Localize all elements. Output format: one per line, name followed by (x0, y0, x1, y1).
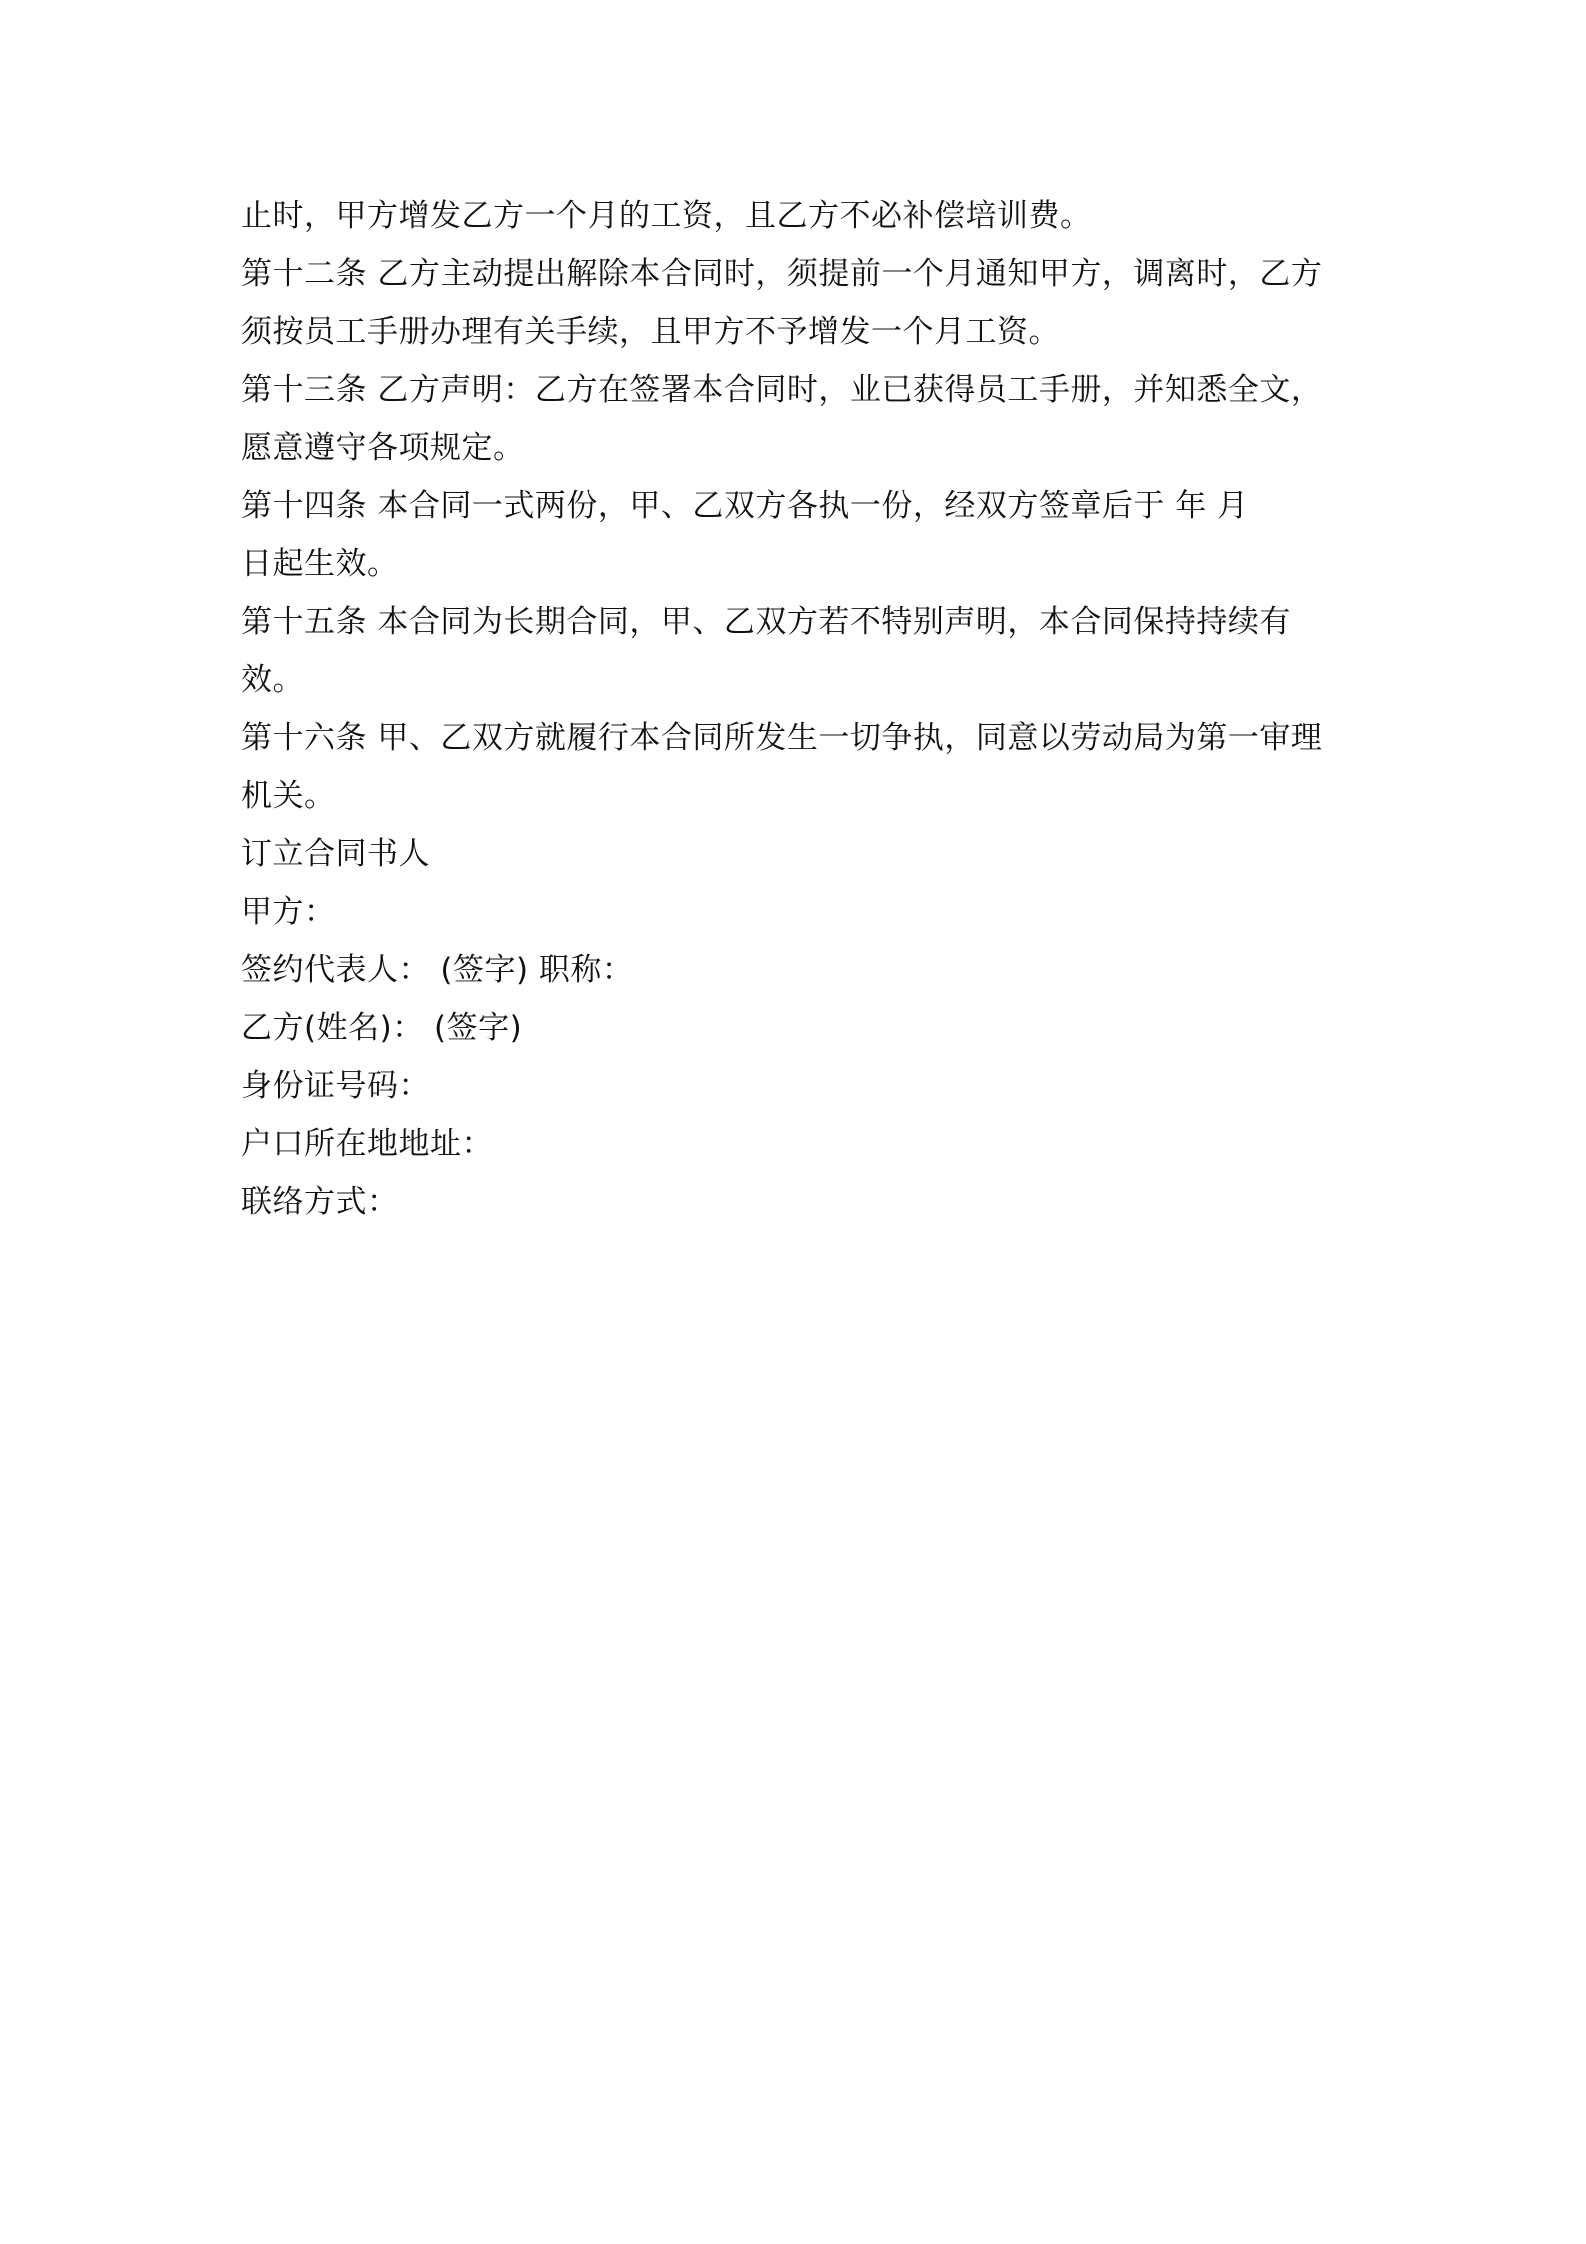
text-line: 止时，甲方增发乙方一个月的工资，且乙方不必补偿培训费。 (241, 198, 1092, 234)
clause-16-line-2: 机关。 (241, 778, 336, 814)
clause-14-line-2: 日起生效。 (241, 546, 399, 582)
clause-16-line-1: 第十六条 甲、乙双方就履行本合同所发生一切争执，同意以劳动局为第一审理 (241, 720, 1323, 756)
household-address-field: 户口所在地地址： (241, 1126, 493, 1162)
signatories-heading: 订立合同书人 (241, 836, 430, 872)
clause-13-line-1: 第十三条 乙方声明：乙方在签署本合同时，业已获得员工手册，并知悉全文， (241, 372, 1323, 408)
party-a-field: 甲方： (241, 894, 336, 930)
party-b-field: 乙方(姓名)： (签字) (241, 1010, 523, 1046)
document-body (241, 187, 1361, 1231)
clause-15-line-2: 效。 (241, 662, 304, 698)
clause-12-line-1: 第十二条 乙方主动提出解除本合同时，须提前一个月通知甲方，调离时，乙方 (241, 256, 1323, 292)
clause-14-line-1: 第十四条 本合同一式两份，甲、乙双方各执一份，经双方签章后于 年 月 (241, 488, 1249, 524)
clause-15-line-1: 第十五条 本合同为长期合同，甲、乙双方若不特别声明，本合同保持持续有 (241, 604, 1291, 640)
clause-12-line-2: 须按员工手册办理有关手续，且甲方不予增发一个月工资。 (241, 314, 1060, 350)
contact-field: 联络方式： (241, 1184, 399, 1220)
id-number-field: 身份证号码： (241, 1068, 430, 1104)
clause-13-line-2: 愿意遵守各项规定。 (241, 430, 525, 466)
representative-field: 签约代表人： (签字) 职称： (241, 952, 634, 988)
